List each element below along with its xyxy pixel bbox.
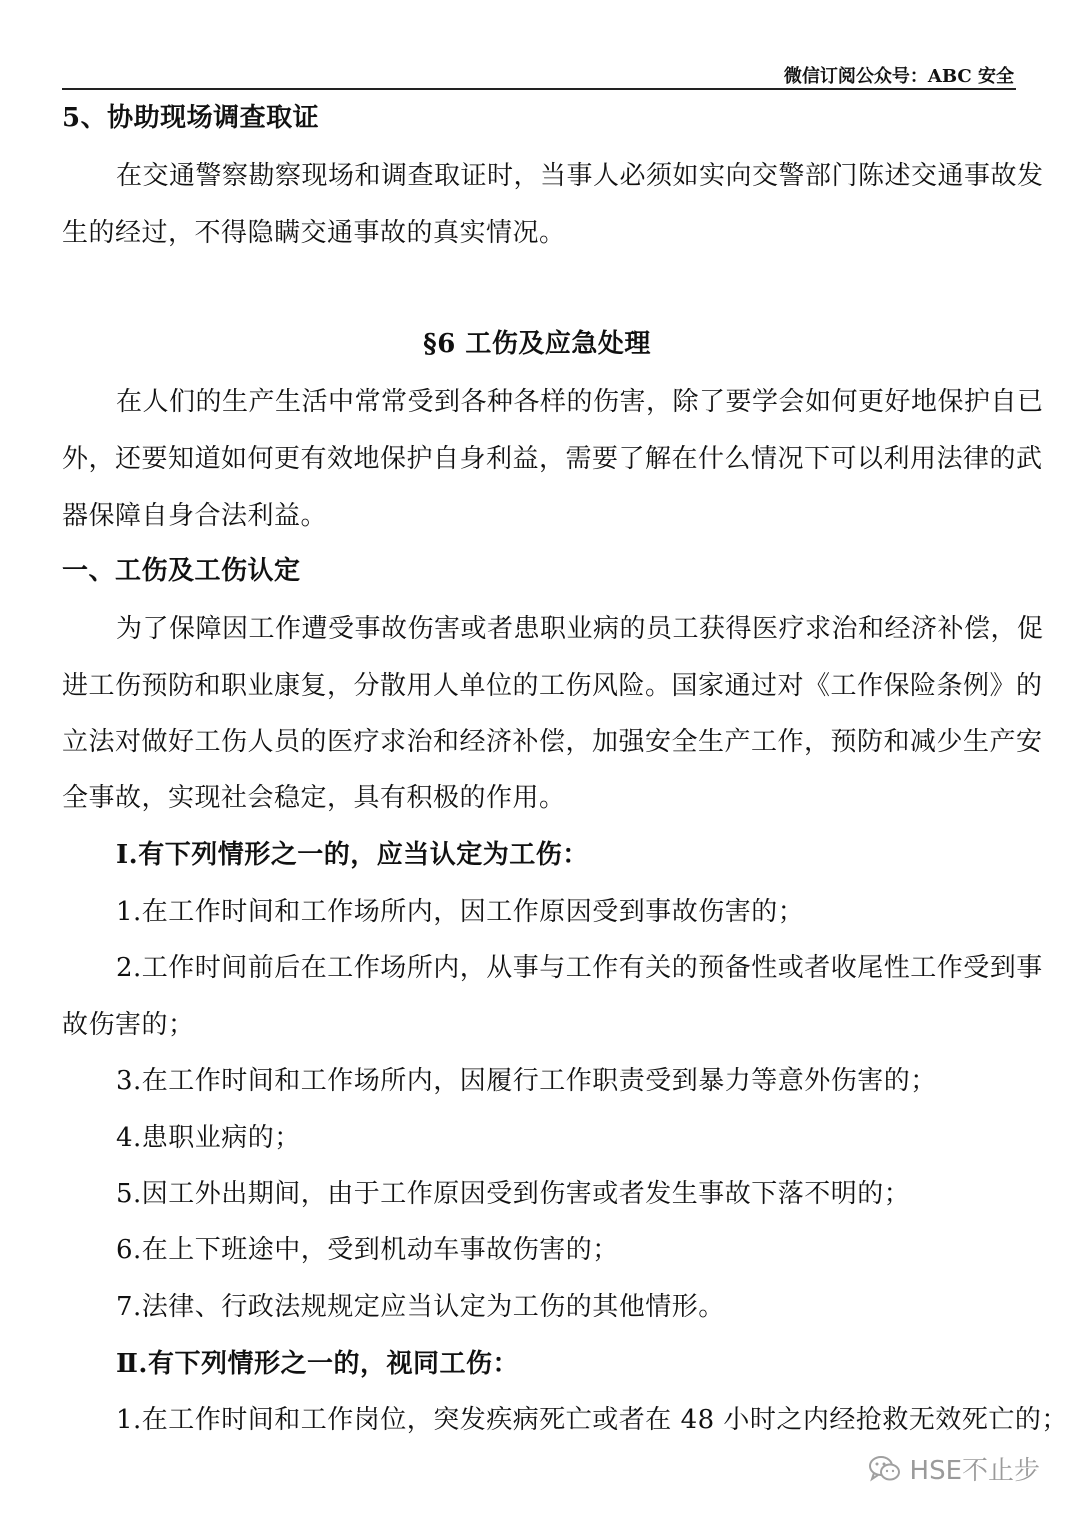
section6-intro-line-1: 在人们的生产生活中常常受到各种各样的伤害，除了要学会如何更好地保护自已 <box>116 387 1044 417</box>
sub1-heading: 一、工伤及工伤认定 <box>62 556 301 586</box>
list1-item-1: 1.在工作时间和工作场所内，因工作原因受到事故伤害的； <box>116 897 805 927</box>
sub1-line-4: 全事故，实现社会稳定，具有积极的作用。 <box>62 783 566 813</box>
list1-item-4: 4.患职业病的； <box>116 1123 301 1153</box>
list1-heading: Ⅰ.有下列情形之一的，应当认定为工伤： <box>116 840 589 870</box>
section5-line-1: 在交通警察勘察现场和调查取证时，当事人必须如实向交警部门陈述交通事故发 <box>116 161 1044 191</box>
section5-line-2: 生的经过，不得隐瞒交通事故的真实情况。 <box>62 218 566 248</box>
list1-item-3: 3.在工作时间和工作场所内，因履行工作职责受到暴力等意外伤害的； <box>116 1066 937 1096</box>
wechat-icon <box>868 1454 902 1484</box>
sub1-line-1: 为了保障因工作遭受事故伤害或者患职业病的员工获得医疗求治和经济补偿，促 <box>116 614 1044 644</box>
section6-title: §6 工伤及应急处理 <box>423 329 651 359</box>
list1-item-5: 5.因工外出期间，由于工作原因受到伤害或者发生事故下落不明的； <box>116 1179 911 1209</box>
sub1-line-2: 进工伤预防和职业康复，分散用人单位的工伤风险。国家通过对《工作保险条例》的 <box>62 671 1043 701</box>
list1-item-6: 6.在上下班途中，受到机动车事故伤害的； <box>116 1235 619 1265</box>
section6-intro-line-3: 器保障自身合法利益。 <box>62 501 328 531</box>
list1-item-2: 2.工作时间前后在工作场所内，从事与工作有关的预备性或者收尾性工作受到事 <box>116 953 1043 983</box>
list2-item-1: 1.在工作时间和工作岗位，突发疾病死亡或者在 48 小时之内经抢救无效死亡的； <box>116 1405 1068 1435</box>
header-account-name: 微信订阅公众号：ABC 安全 <box>783 66 1014 87</box>
watermark <box>868 1450 1040 1487</box>
sub1-line-3: 立法对做好工伤人员的医疗求治和经济补偿，加强安全生产工作，预防和减少生产安 <box>62 727 1043 757</box>
list1-item-2-cont: 故伤害的； <box>62 1010 195 1040</box>
list1-item-7: 7.法律、行政法规规定应当认定为工伤的其他情形。 <box>116 1292 725 1322</box>
section6-intro-line-2: 外，还要知道如何更有效地保护自身利益，需要了解在什么情况下可以利用法律的武 <box>62 444 1043 474</box>
watermark-text: HSE不止步 <box>909 1456 1040 1486</box>
list2-heading: Ⅱ.有下列情形之一的，视同工伤： <box>116 1349 519 1379</box>
section5-heading: 5、协助现场调查取证 <box>62 103 320 133</box>
